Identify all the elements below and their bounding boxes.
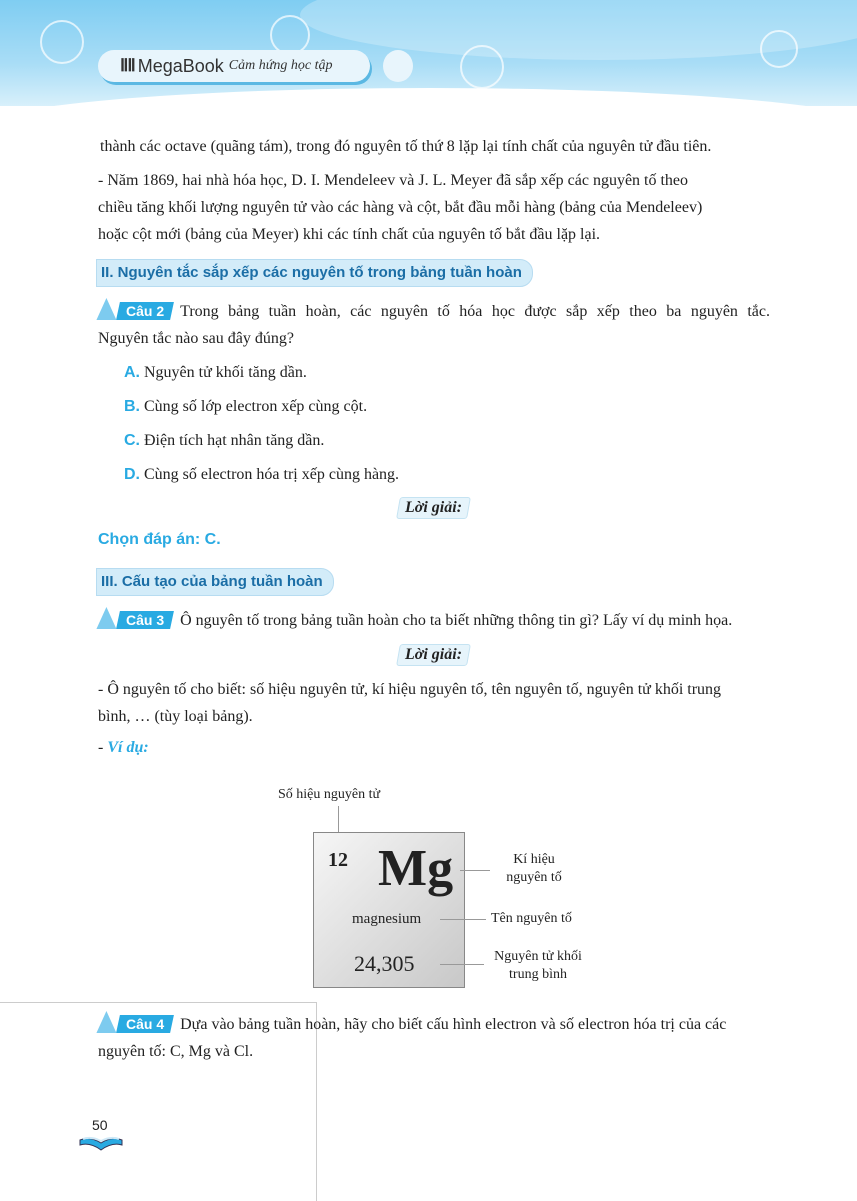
atom-icon: [270, 15, 310, 55]
element-name: magnesium: [352, 911, 422, 927]
page-number: 50: [92, 1117, 108, 1133]
leader-line: [440, 964, 484, 965]
solution-label: Lời giải:: [396, 644, 471, 666]
label-symbol: Kí hiệu nguyên tố: [506, 852, 562, 885]
logo-mark-icon: ⅡⅡ: [120, 56, 135, 75]
question-3: [98, 611, 732, 631]
label-mass: Nguyên tử khối trung bình: [494, 949, 582, 982]
solution-line: - Ô nguyên tố cho biết: số hiệu nguyên tử, kí hiệu nguyên tố, tên nguyên tố, nguyên tử khối trung: [98, 681, 722, 698]
brand-logo: [98, 50, 370, 82]
label-atomic-number: Số hiệu nguyên tử: [278, 787, 381, 802]
question-badge: Câu 4: [116, 1015, 174, 1033]
option-d: D. Cùng số electron hóa trị xếp cùng hàng.: [124, 466, 400, 483]
question-badge: Câu 2: [116, 302, 174, 320]
atomic-mass: 24,305: [354, 951, 415, 976]
intro-para-line: - Năm 1869, hai nhà hóa học, D. I. Mendeleev và J. L. Meyer đã sắp xếp các nguyên tố theo: [98, 172, 689, 189]
open-book-icon: [78, 1134, 124, 1154]
intro-line: thành các octave (quãng tám), trong đó nguyên tố thứ 8 lặp lại tính chất của nguyên tử đầu tiên.: [100, 138, 712, 155]
atom-icon: [460, 45, 504, 89]
question-text: Dựa vào bảng tuần hoàn, hãy cho biết cấu hình electron và số electron hóa trị của các: [180, 1016, 727, 1033]
question-2: [98, 302, 770, 322]
question-badge: Câu 3: [116, 611, 174, 629]
atom-icon: [40, 20, 84, 64]
solution-line: bình, … (tùy loại bảng).: [98, 708, 253, 725]
solution-label: Lời giải:: [396, 497, 471, 519]
answer-text: Chọn đáp án: C.: [98, 531, 221, 548]
brand-name: MegaBook: [137, 55, 224, 76]
question-4: [98, 1015, 726, 1035]
question-text: Trong bảng tuần hoàn, các nguyên tố hóa học được sắp xếp theo ba nguyên tắc.: [180, 303, 770, 320]
option-c: C. Điện tích hạt nhân tăng dần.: [124, 432, 325, 449]
question-text: Ô nguyên tố trong bảng tuần hoàn cho ta biết những thông tin gì? Lấy ví dụ minh họa.: [180, 612, 733, 629]
element-symbol: Mg: [378, 840, 454, 897]
atomic-number: 12: [328, 849, 348, 871]
option-b: B. Cùng số lớp electron xếp cùng cột.: [124, 398, 368, 415]
flask-icon: [760, 30, 798, 68]
section-heading: II. Nguyên tắc sắp xếp các nguyên tố trong bảng tuần hoàn: [96, 259, 533, 287]
example-heading: - Ví dụ:: [98, 739, 149, 756]
flask-icon: [96, 298, 116, 320]
logo-circle: [383, 50, 413, 82]
flask-icon: [96, 1011, 116, 1033]
intro-para-line: chiều tăng khối lượng nguyên tử vào các hàng và cột, bắt đầu mỗi hàng (bảng của Mendeleev): [98, 199, 703, 216]
intro-para-line: hoặc cột mới (bảng của Meyer) khi các tính chất của nguyên tố bắt đầu lặp lại.: [98, 226, 601, 243]
question-text: nguyên tố: C, Mg và Cl.: [98, 1043, 254, 1060]
section-heading: III. Cấu tạo của bảng tuần hoàn: [96, 568, 334, 596]
banner-wave: [0, 88, 857, 106]
label-name: Tên nguyên tố: [491, 911, 572, 926]
question-text: Nguyên tắc nào sau đây đúng?: [98, 330, 294, 347]
flask-icon: [96, 607, 116, 629]
header-banner: [0, 0, 857, 106]
leader-line: [440, 919, 486, 920]
brand-tagline: Cảm hứng học tập: [228, 58, 333, 73]
option-a: A. Nguyên tử khối tăng dần.: [124, 364, 307, 381]
leader-line: [460, 870, 490, 871]
